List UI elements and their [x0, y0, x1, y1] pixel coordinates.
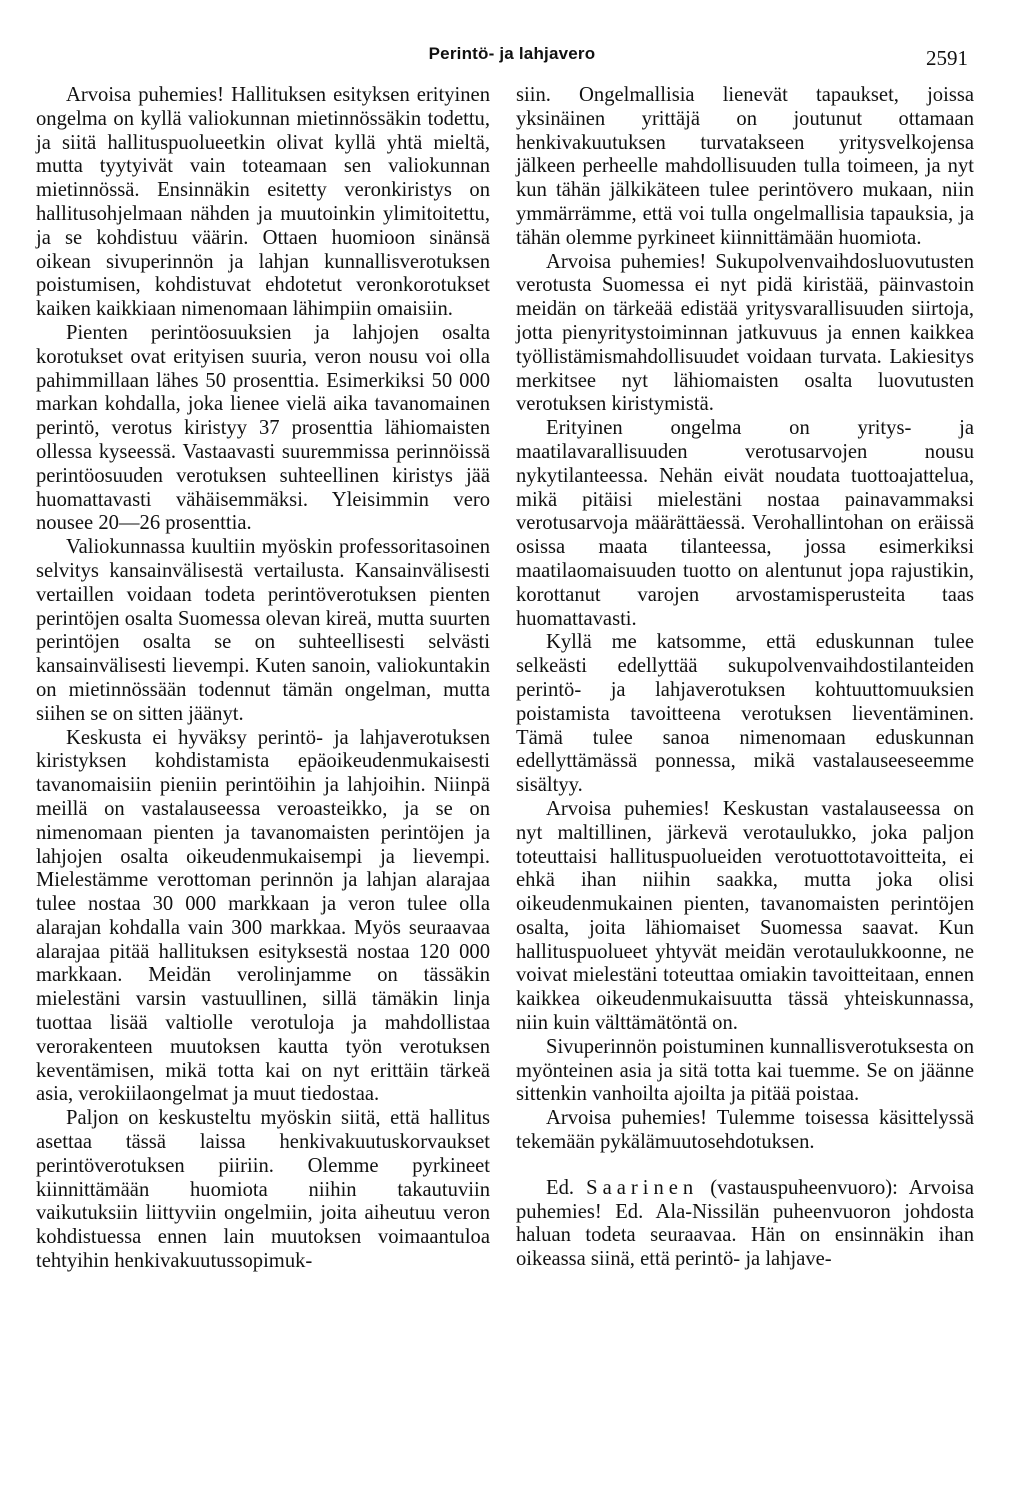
speaker-text: (vastauspuheenvuoro): Arvoisa puhemies! Ed. Ala-Nissilän puheenvuoron johdosta haluan todeta seuraavaa. Hän on ensinnäkin ihan oikeassa siinä, että perintö- ja lahjave- [516, 1176, 975, 1271]
right-column [516, 84, 974, 1272]
paragraph: Arvoisa puhemies! Tulemme toisessa käsittelyssä tekemään pykälämuutosehdotuksen. [516, 1107, 974, 1154]
speaker-name: Saarinen [586, 1176, 699, 1199]
paragraph: Valiokunnassa kuultiin myöskin professoritasoinen selvitys kansainvälisestä vertailusta. Kansainvälisesti vertaillen voidaan todeta perintöverotuksen pienten perintöjen osalta Suomessa olevan kireä, mutta suurten perintöjen osalta se on suhteellisesti selvästi kansainvälisesti lievempi. Kuten sanoin, valiokuntakin on mietinnössään todennut tämän ongelman, mutta siihen se on sitten jäänyt. [36, 536, 490, 725]
paragraph: Erityinen ongelma on yritys- ja maatilavarallisuuden verotusarvojen nousu nykytilanteessa. Nehän eivät noudata tuottoajattelua, mikä pitäisi mielestäni nostaa painavammaksi verotusarvoja määrättäessä. Verohallintohan on eräissä osissa maata tilanteessa, jossa esimerkiksi maatilaomaisuuden tuotto on alentunut jopa rajustikin, korottanut varojen arvostamisperusteita taas huomattavasti. [516, 417, 974, 630]
paragraph: Arvoisa puhemies! Sukupolvenvaihdosluovutusten verotusta Suomessa ei nyt pidä kiristää, päinvastoin meidän on tärkeää edistää yritysvarallisuuden siirtoja, jotta pienyritystoiminnan jatkuvuus ja ennen kaikkea työllistämismahdollisuudet voidaan turvata. Lakiesitys merkitsee nyt lähiomaisten osalta luovutusten verotuksen kiristymistä. [516, 250, 974, 416]
speaker-prefix: Ed. [546, 1176, 575, 1199]
speaker-paragraph [516, 1177, 974, 1272]
paragraph: Arvoisa puhemies! Hallituksen esityksen erityinen ongelma on kyllä valiokunnan mietinnössäkin todettu, ja siitä hallituspuolueetkin olivat kyllä yhtä mieltä, mutta tyytyivät vain toteamaan sen valiokunnan mietinnössä. Ensinnäkin esitetty veronkiristys on hallitusohjelmaan nähden ja muutoinkin ylimitoitettu, ja se kohdistuu väärin. Ottaen huomioon sinänsä oikean sivuperinnön ja lahjan kunnallisverotuksen poistumisen, kohdistuvat ehdotetut veronkorotukset kaiken kaikkiaan nimenomaan lähimpiin omaisiin. [36, 84, 490, 321]
page-title: Perintö- ja lahjavero [428, 44, 596, 63]
paragraph: Arvoisa puhemies! Keskustan vastalauseessa on nyt maltillinen, järkevä verotaulukko, joka paljon toteuttaisi hallituspuolueiden verotuottotavoitteita, ei ehkä ihan niihin saakka, mutta joka olisi oikeudenmukainen pienten, tavanomaisten perintöjen osalta, joita lähiomaiset Suomessa saavat. Kun hallituspuolueet yhtyvät meidän verotaulukkoonne, ne voivat mielestäni toteuttaa omiakin tavoitteitaan, ennen kaikkea oikeudenmukaisuutta tässä yhteiskunnassa, niin kuin välttämätöntä on. [516, 797, 974, 1035]
page-number: 2591 [926, 46, 968, 70]
paragraph: Sivuperinnön poistuminen kunnallisverotuksesta on myönteinen asia ja sitä totta kai tuemme. Se on jäänne sittenkin vanhoilta ajoilta ja pitää poistaa. [516, 1035, 974, 1106]
left-column [36, 84, 490, 1274]
paragraph: Pienten perintöosuuksien ja lahjojen osalta korotukset ovat erityisen suuria, veron nousu voi olla pahimmillaan lähes 50 prosenttia. Esimerkiksi 50 000 markan kohdalla, joka lienee vielä aika tavanomainen perintö, verotus kiristyy 37 prosenttia lähiomaisten ollessa kyseessä. Vastaavasti suuremmissa perinnöissä perintöosuuden verotuksen suhteellinen kiristys jää huomattavasti vähäisemmäksi. Yleisimmin vero nousee 20—26 prosenttia. [36, 321, 490, 535]
paragraph: Keskusta ei hyväksy perintö- ja lahjaverotuksen kiristyksen kohdistamista epäoikeudenmukaisesti tavanomaisiin pieniin perintöihin ja lahjoihin. Niinpä meillä on vastalauseessa veroasteikko, ja se on nimenomaan pienten ja tavanomaisten perintöjen ja lahjojen osalta oikeudenmukaisempi ja lievempi. Mielestämme verottoman perinnön ja lahjan alarajaa tulee nostaa 30 000 markkaan ja veron tulee olla alarajan kohdalla vain 300 markkaa. Myös seuraavaa alarajaa pitää hallituksen esityksestä nostaa 120 000 markkaan. Meidän verolinjamme on tässäkin mielestäni varsin vastuullinen, sillä tämäkin linja tuottaa lisää valtiolle verotuloja ja mahdollistaa verorakenteen muutoksen kautta työn verotuksen keventämisen, mikä totta kai on nyt erittäin tärkeä asia, verokiilaongelmat ja muut tiedostaa. [36, 726, 490, 1106]
paragraph-continuation: siin. Ongelmallisia lienevät tapaukset, joissa yksinäinen yrittäjä on joutunut ottamaan henkivakuutuksen turvatakseen yritysvelkojensa jälkeen perheelle mahdollisuuden tulla toimeen, ja nyt kun tähän jälkikäteen tulee perintövero mukaan, niin ymmärrämme, että voi tulla ongelmallisia tapauksia, ja tähän olemme pyrkineet kiinnittämään huomiota. [516, 84, 974, 249]
paragraph: Paljon on keskusteltu myöskin siitä, että hallitus asettaa tässä laissa henkivakuutuskorvaukset perintöverotuksen piiriin. Olemme pyrkineet kiinnittämään huomiota niihin takautuviin vaikutuksiin liittyviin ongelmiin, joita aiheutuu veron kohdistuessa ennen lain muutoksen voimaantuloa tehtyihin henkivakuutussopimuk- [36, 1107, 490, 1273]
paragraph: Kyllä me katsomme, että eduskunnan tulee selkeästi edellyttää sukupolvenvaihdostilanteiden perintö- ja lahjaverotuksen kohtuuttomuuksien poistamista tavoitteena verotuksen lieventäminen. Tämä tulee sanoa nimenomaan eduskunnan edellyttämässä ponnessa, mikä vastalauseeseemme sisältyy. [516, 631, 974, 797]
